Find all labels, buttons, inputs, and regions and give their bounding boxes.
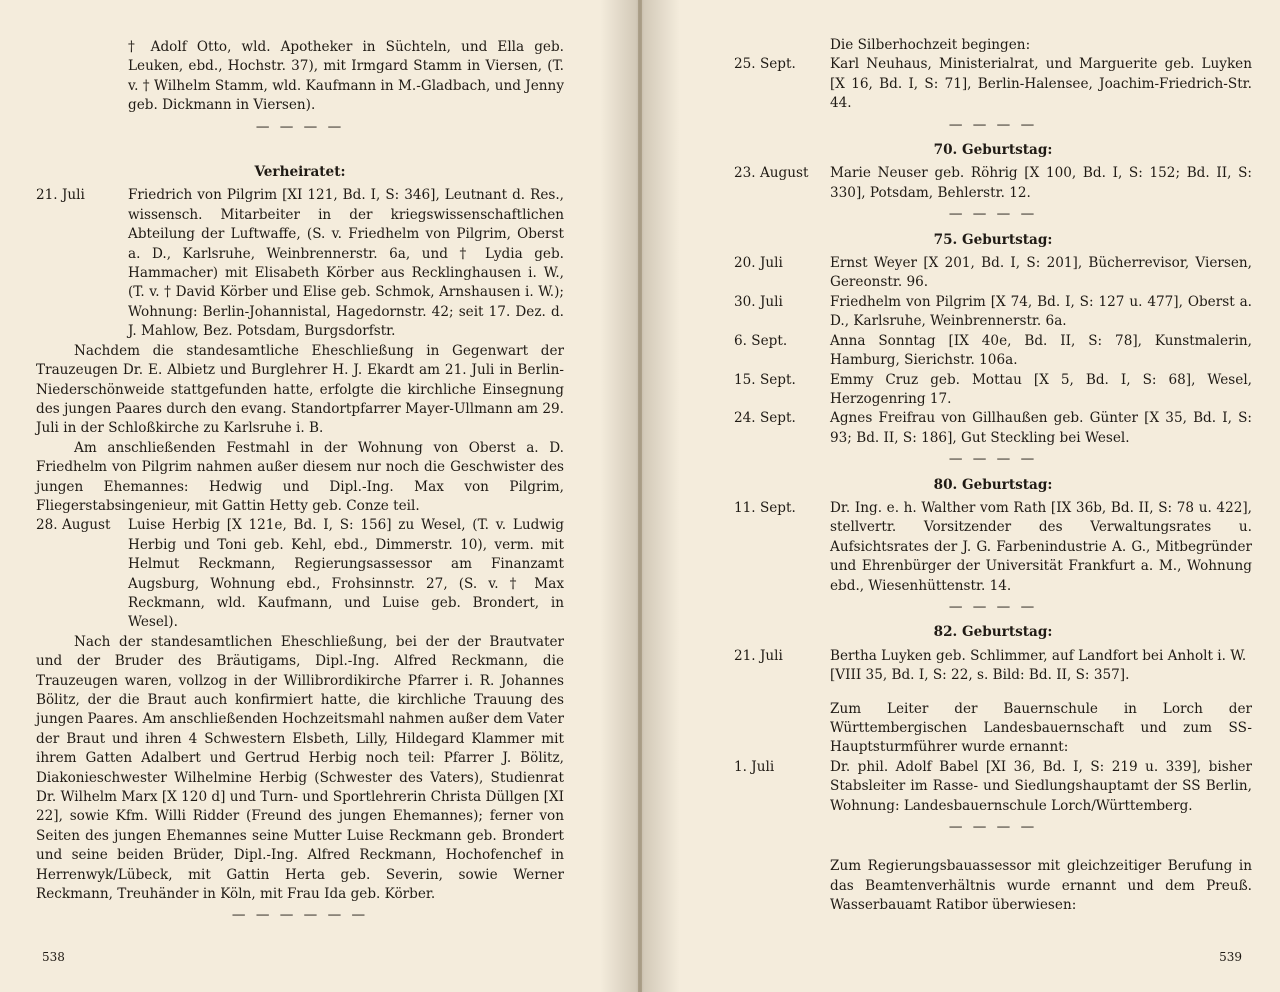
entry-date: 15. Sept. [734,371,796,388]
entry-text: Dr. phil. Adolf Babel [XI 36, Bd. I, S: 219 u. 339], bisher Stabsleiter im Rasse- und Siedlungshauptamt der SS Berlin, Wohnung: Landesbauernschule Lorch/Württemberg. [830,758,1252,814]
entry-date: 23. August [734,165,809,182]
entry-reference: [VIII 35, Bd. I, S: 22, s. Bild: Bd. II, S: 357]. [830,667,1130,684]
entry-text: Ernst Weyer [X 201, Bd. I, S: 201], Bücherrevisor, Viersen, Gereonstr. 96. [830,255,1252,291]
entry-date: 20. Juli [734,255,783,272]
entry-text: Emmy Cruz geb. Mottau [X 5, Bd. I, S: 68], Wesel, Herzogenring 17. [830,371,1252,407]
entry-date: 6. Sept. [734,332,788,349]
right-page [642,0,1280,992]
divider: — — — — [948,451,1038,468]
appointment-entry [734,758,1252,816]
anniversary-entry [734,55,1252,113]
entry-text-main: Bertha Luyken geb. Schlimmer, auf Landfort bei Anholt i. W. [830,647,1247,664]
left-page [0,0,638,992]
entry-text: Marie Neuser geb. Röhrig [X 100, Bd. I, S: 152; Bd. II, S: 330], Potsdam, Behlerstr. 12. [830,165,1252,201]
entry-text: Dr. Ing. e. h. Walther vom Rath [IX 36b, Bd. II, S: 78 u. 422], stellvertr. Vorsitzender des Verwaltungsrates u. Aufsichtsrates der J. G. Farbenindustrie A. G., Mitbegründer und Ehrenbürger der Universität Frankfurt a. M., Wohnung ebd., Wiesenhüttenstr. 14. [830,499,1252,594]
section-heading-80: 80. Geburtstag: [933,476,1053,493]
divider: — — — — [948,116,1038,133]
birthday-entry [734,499,1252,596]
birthday-entry [734,164,1252,203]
entry-date: 21. Juli [36,187,85,204]
entry-text: Anna Sonntag [IX 40e, Bd. II, S: 78], Kunstmalerin, Hamburg, Sierichstr. 106a. [830,332,1252,369]
entry-date: 25. Sept. [734,56,796,73]
paragraph: Nach der standesamtlichen Eheschließung, bei der der Brautvater und der Bruder des Bräutigams, Dipl.-Ing. Alfred Reckmann, die Trauzeugen waren, vollzog in der Willibrordikirche Pfarrer i. R. Johannes Bölitz, der die Braut auch konfirmiert hatte, die kirchliche Trauung des jungen Paares. Am anschließenden Hochzeitsmahl nahmen außer dem Vater der Braut und ihren 4 Schwestern Elsbeth, Lilly, Hildegard Klammer mit ihrem Gatten Adalbert und Gertrud Herbig noch teil: Pfarrer J. Bölitz, Diakonieschwester Wilhelmine Herbig (Schwester des Vaters), Studienrat Dr. Wilhelm Marx [X 120 d] und Turn- und Sportlehrerin Christa Düllgen [XI 22], sowie Kfm. Willi Ridder (Freund des jungen Ehemannes); ferner von Seiten des jungen Ehemannes seine Mutter Luise Reckmann geb. Brondert und seine beiden Brüder, Dipl.-Ing. Alfred Reckmann, Hochofenchef in Herrenwyk/Lübeck, mit Gattin Herta geb. Severin, sowie Werner Reckmann, Treuhänder in Köln, mit Frau Ida geb. Körber. [36,633,565,903]
birthday-entry [734,293,1252,332]
entry-date: 21. Juli [734,647,783,664]
appointment-intro: Zum Leiter der Bauernschule in Lorch der Württembergischen Landesbauernschaft und zum SS-Hauptsturmführer wurde ernannt: [830,700,1252,756]
marriage-entry [36,186,564,341]
birthday-entry [734,409,1252,448]
entry-text: Agnes Freifrau von Gillhaußen geb. Günter [X 35, Bd. I, S: 93; Bd. II, S: 186], Gut Steckling bei Wesel. [830,410,1252,446]
left-page-content [36,38,564,932]
birthday-entry [734,332,1252,371]
entry-text [830,647,1252,686]
divider: — — — — [255,118,345,135]
entry-date: 24. Sept. [734,410,796,427]
entry-date: 30. Juli [734,293,783,310]
birthday-entry [734,254,1252,293]
section-heading-82: 82. Geburtstag: [933,624,1053,641]
paragraph: Am anschließenden Festmahl in der Wohnung von Oberst a. D. Friedhelm von Pilgrim nahmen außer diesem nur noch die Geschwister des jungen Ehemannes: Hedwig und Dipl.-Ing. Max von Pilgrim, Fliegerstabsingenieur, mit Gattin Hetty geb. Conze teil. [36,439,564,514]
divider: — — — — [948,819,1038,836]
page-number: 539 [1219,950,1242,964]
entry-text: Friedhelm von Pilgrim [X 74, Bd. I, S: 127 u. 477], Oberst a. D., Karlsruhe, Weinbrennerstr. 6a. [830,293,1252,330]
entry-date: 1. Juli [734,758,775,775]
divider: — — — — [948,206,1038,223]
entry-text: Karl Neuhaus, Ministerialrat, und Marguerite geb. Luyken [X 16, Bd. I, S: 71], Berlin-Halensee, Joachim-Friedrich-Str. 44. [830,56,1252,112]
birthday-entry [734,647,1252,686]
marriage-entry [36,516,564,632]
entry-text: Luise Herbig [X 121e, Bd. I, S: 156] zu Wesel, (T. v. Ludwig Herbig und Toni geb. Kehl, ebd., Dimmerstr. 10), verm. mit Helmut Reckmann, Regierungsassessor am Finanzamt Augsburg, Wohnung ebd., Frohsinnstr. 27, (S. v. † Max Reckmann, wld. Kaufmann, und Luise geb. Brondert, in Wesel). [128,517,564,631]
birthday-entry [734,371,1252,410]
entry-text: Friedrich von Pilgrim [XI 121, Bd. I, S: 346], Leutnant d. Res., wissensch. Mitarbeiter in der kriegswissenschaftlichen Abteilung der Luftwaffe, (S. v. Friedhelm von Pilgrim, Oberst a. D., Karlsruhe, Weinbrennerstr. 6a, und † Lydia geb. Hammacher) mit Elisabeth Körber aus Recklinghausen i. W., (T. v. † David Körber und Elise geb. Schmok, Arnshausen i. W.); Wohnung: Berlin-Johannistal, Hagedornstr. 42; seit 17. Dez. d. J. Mahlow, Bez. Potsdam, Burgsdorfstr. [128,187,564,340]
section-heading-silver: Die Silberhochzeit begingen: [830,37,1031,53]
right-page-content [734,36,1252,916]
entry-date: 11. Sept. [734,499,796,516]
divider: — — — — [948,598,1038,615]
paragraph: Nachdem die standesamtliche Eheschließung in Gegenwart der Trauzeugen Dr. E. Albietz und Burglehrer H. J. Ekardt am 21. Juli in Berlin-Niederschönweide stattgefunden hatte, erfolgte die kirchliche Einsegnung des jungen Paares durch den evang. Standortpfarrer Mayer-Ullmann am 29. Juli in der Schloßkirche zu Karlsruhe i. B. [36,342,564,437]
birthday-list-75 [734,254,1252,448]
page-number: 538 [42,950,65,964]
intro-text: † Adolf Otto, wld. Apotheker in Süchteln, und Ella geb. Leuken, ebd., Hochstr. 37), mit Irmgard Stamm in Viersen, (T. v. † Wilhelm Stamm, wld. Kaufmann in M.-Gladbach, und Jenny geb. Dickmann in Viersen). [128,39,564,114]
entry-date: 28. August [36,517,111,534]
divider: — — — — — — [231,907,369,924]
section-heading-married: Verheiratet: [254,164,346,181]
section-heading-70: 70. Geburtstag: [933,142,1053,159]
section-heading-75: 75. Geburtstag: [933,231,1053,248]
appointment-intro: Zum Regierungsbauassessor mit gleichzeitiger Berufung in das Beamtenverhältnis wurde ernannt und dem Preuß. Wasserbauamt Ratibor überwiesen: [830,858,1252,914]
